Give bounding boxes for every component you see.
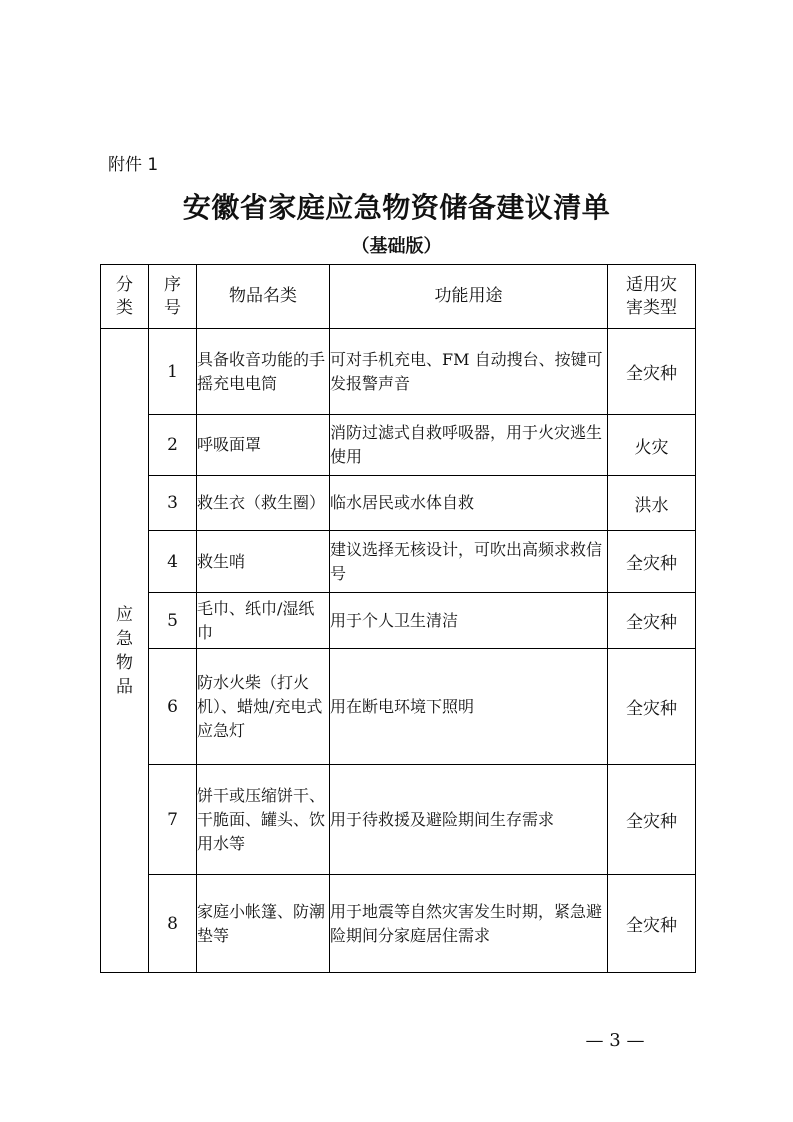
item-disaster-type: 洪水 [608,476,696,531]
document-subtitle: （基础版） [351,236,442,257]
item-disaster-type: 全灾种 [608,649,696,765]
item-disaster-type: 全灾种 [608,531,696,593]
item-function: 消防过滤式自救呼吸器，用于火灾逃生使用 [330,415,608,476]
item-disaster-type: 全灾种 [608,593,696,649]
item-disaster-type: 全灾种 [608,329,696,415]
table-header-row [101,265,696,329]
table-row [101,329,696,415]
item-function: 用于地震等自然灾害发生时期，紧急避险期间分家庭居住需求 [330,875,608,973]
item-name: 具备收音功能的手摇充电电筒 [197,329,330,415]
item-name: 饼干或压缩饼干、干脆面、罐头、饮用水等 [197,765,330,875]
item-disaster-type: 全灾种 [608,875,696,973]
row-index: 3 [149,476,197,531]
item-name: 呼吸面罩 [197,415,330,476]
row-index: 2 [149,415,197,476]
row-index: 4 [149,531,197,593]
item-name: 毛巾、纸巾/湿纸巾 [197,593,330,649]
item-function: 用于待救援及避险期间生存需求 [330,765,608,875]
table-row [101,765,696,875]
table-row [101,649,696,765]
header-name: 物品名类 [197,265,330,329]
item-name: 家庭小帐篷、防潮垫等 [197,875,330,973]
table-row [101,593,696,649]
row-index: 7 [149,765,197,875]
row-index: 6 [149,649,197,765]
header-function: 功能用途 [330,265,608,329]
table-row [101,531,696,593]
table-row [101,875,696,973]
header-category: 分类 [101,265,149,329]
item-disaster-type: 全灾种 [608,765,696,875]
item-function: 建议选择无核设计，可吹出高频求救信号 [330,531,608,593]
item-disaster-type: 火灾 [608,415,696,476]
attachment-label: 附件 1 [108,155,159,175]
item-name: 防水火柴（打火机）、蜡烛/充电式应急灯 [197,649,330,765]
item-function: 临水居民或水体自救 [330,476,608,531]
row-index: 5 [149,593,197,649]
item-function: 用于个人卫生清洁 [330,593,608,649]
item-name: 救生衣（救生圈） [197,476,330,531]
row-index: 8 [149,875,197,973]
table-row [101,476,696,531]
header-index: 序号 [149,265,197,329]
item-name: 救生哨 [197,531,330,593]
row-index: 1 [149,329,197,415]
table-row [101,415,696,476]
supplies-table [100,264,696,973]
page-number: — 3 — [585,1030,645,1051]
header-disaster: 适用灾害类型 [608,265,696,329]
item-function: 用在断电环境下照明 [330,649,608,765]
item-function: 可对手机充电、FM 自动搜台、按键可发报警声音 [330,329,608,415]
document-title: 安徽省家庭应急物资储备建议清单 [182,191,611,224]
category-cell: 应急物品 [101,329,149,973]
